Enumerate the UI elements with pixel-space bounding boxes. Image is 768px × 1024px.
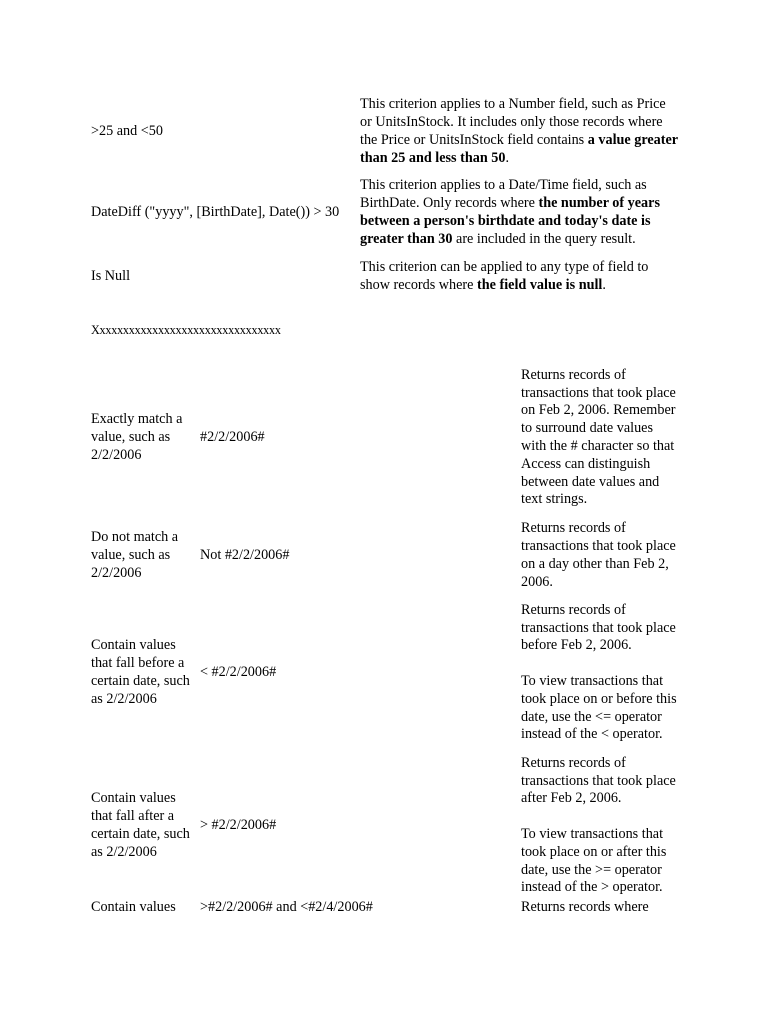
criteria-cell: < #2/2/2006#: [200, 664, 277, 681]
description-cell: [360, 168, 680, 258]
result-paragraph: To view transactions that took place on or before this date, use the <= operator instead of the < operator.: [521, 673, 677, 743]
result-paragraph: To view transactions that took place on or after this date, use the >= operator instead of the > operator.: [521, 826, 667, 896]
table-row: [91, 258, 680, 296]
result-paragraph: Returns records of transactions that took place on a day other than Feb 2, 2006.: [521, 520, 676, 590]
result-cell: [521, 898, 681, 918]
description-emphasis: the number of years between a person's birthdate and today's date is greater than 30: [360, 195, 660, 247]
condition-cell: Exactly match a value, such as 2/2/2006: [91, 411, 183, 463]
condition-cell: Do not match a value, such as 2/2/2006: [91, 529, 179, 581]
result-paragraph: Returns records of transactions that took place after Feb 2, 2006.: [521, 754, 676, 807]
result-cell: [521, 592, 681, 754]
condition-cell: Contain values: [91, 899, 176, 916]
result-paragraph: Returns records where: [521, 899, 649, 916]
description-emphasis: the field value is null: [477, 277, 603, 293]
table-row: [91, 356, 681, 520]
result-cell: [521, 356, 681, 520]
result-cell: [521, 520, 681, 592]
condition-cell: Contain values that fall before a certain date, such as 2/2/2006: [91, 637, 190, 707]
description-cell: [360, 258, 680, 296]
criterion-cell: DateDiff ("yyyy", [BirthDate], Date()) > 30: [91, 204, 340, 221]
table-row: [91, 168, 680, 258]
criteria-cell: Not #2/2/2006#: [200, 547, 290, 564]
table-row: [91, 898, 681, 918]
table-row: [91, 592, 681, 754]
description-text: .: [602, 277, 606, 293]
criteria-table: [91, 96, 680, 296]
separator-text: Xxxxxxxxxxxxxxxxxxxxxxxxxxxxxxxx: [91, 323, 281, 337]
date-criteria-table: [91, 356, 681, 918]
description-text: This criterion applies to a Date/Time field, such as BirthDate. Only records where: [360, 177, 647, 212]
criterion-cell: >25 and <50: [91, 123, 163, 140]
result-paragraph: Returns records of transactions that took place on Feb 2, 2006. Remember to surround date values with the # character so that Access can distinguish between date values and text strings.: [521, 366, 676, 508]
result-paragraph: Returns records of transactions that took place before Feb 2, 2006.: [521, 601, 676, 654]
criteria-cell: #2/2/2006#: [200, 429, 265, 446]
description-text: This criterion can be applied to any type of field to show records where: [360, 259, 649, 293]
description-cell: [360, 96, 680, 168]
description-text: .: [505, 149, 510, 166]
result-cell: [521, 754, 681, 898]
description-emphasis: a value greater than 25 and less than 50: [360, 132, 678, 166]
description-text: are included in the query result.: [452, 230, 636, 247]
table-row: [91, 96, 680, 168]
table-row: [91, 754, 681, 898]
criteria-cell: > #2/2/2006#: [200, 817, 277, 834]
table-row: [91, 520, 681, 592]
criterion-cell: Is Null: [91, 268, 131, 285]
description-text: This criterion applies to a Number field, such as Price or UnitsInStock. It includes only those records where the Price or UnitsInStock field contains: [360, 96, 666, 148]
condition-cell: Contain values that fall after a certain date, such as 2/2/2006: [91, 790, 190, 860]
criteria-cell: >#2/2/2006# and <#2/4/2006#: [200, 899, 373, 916]
